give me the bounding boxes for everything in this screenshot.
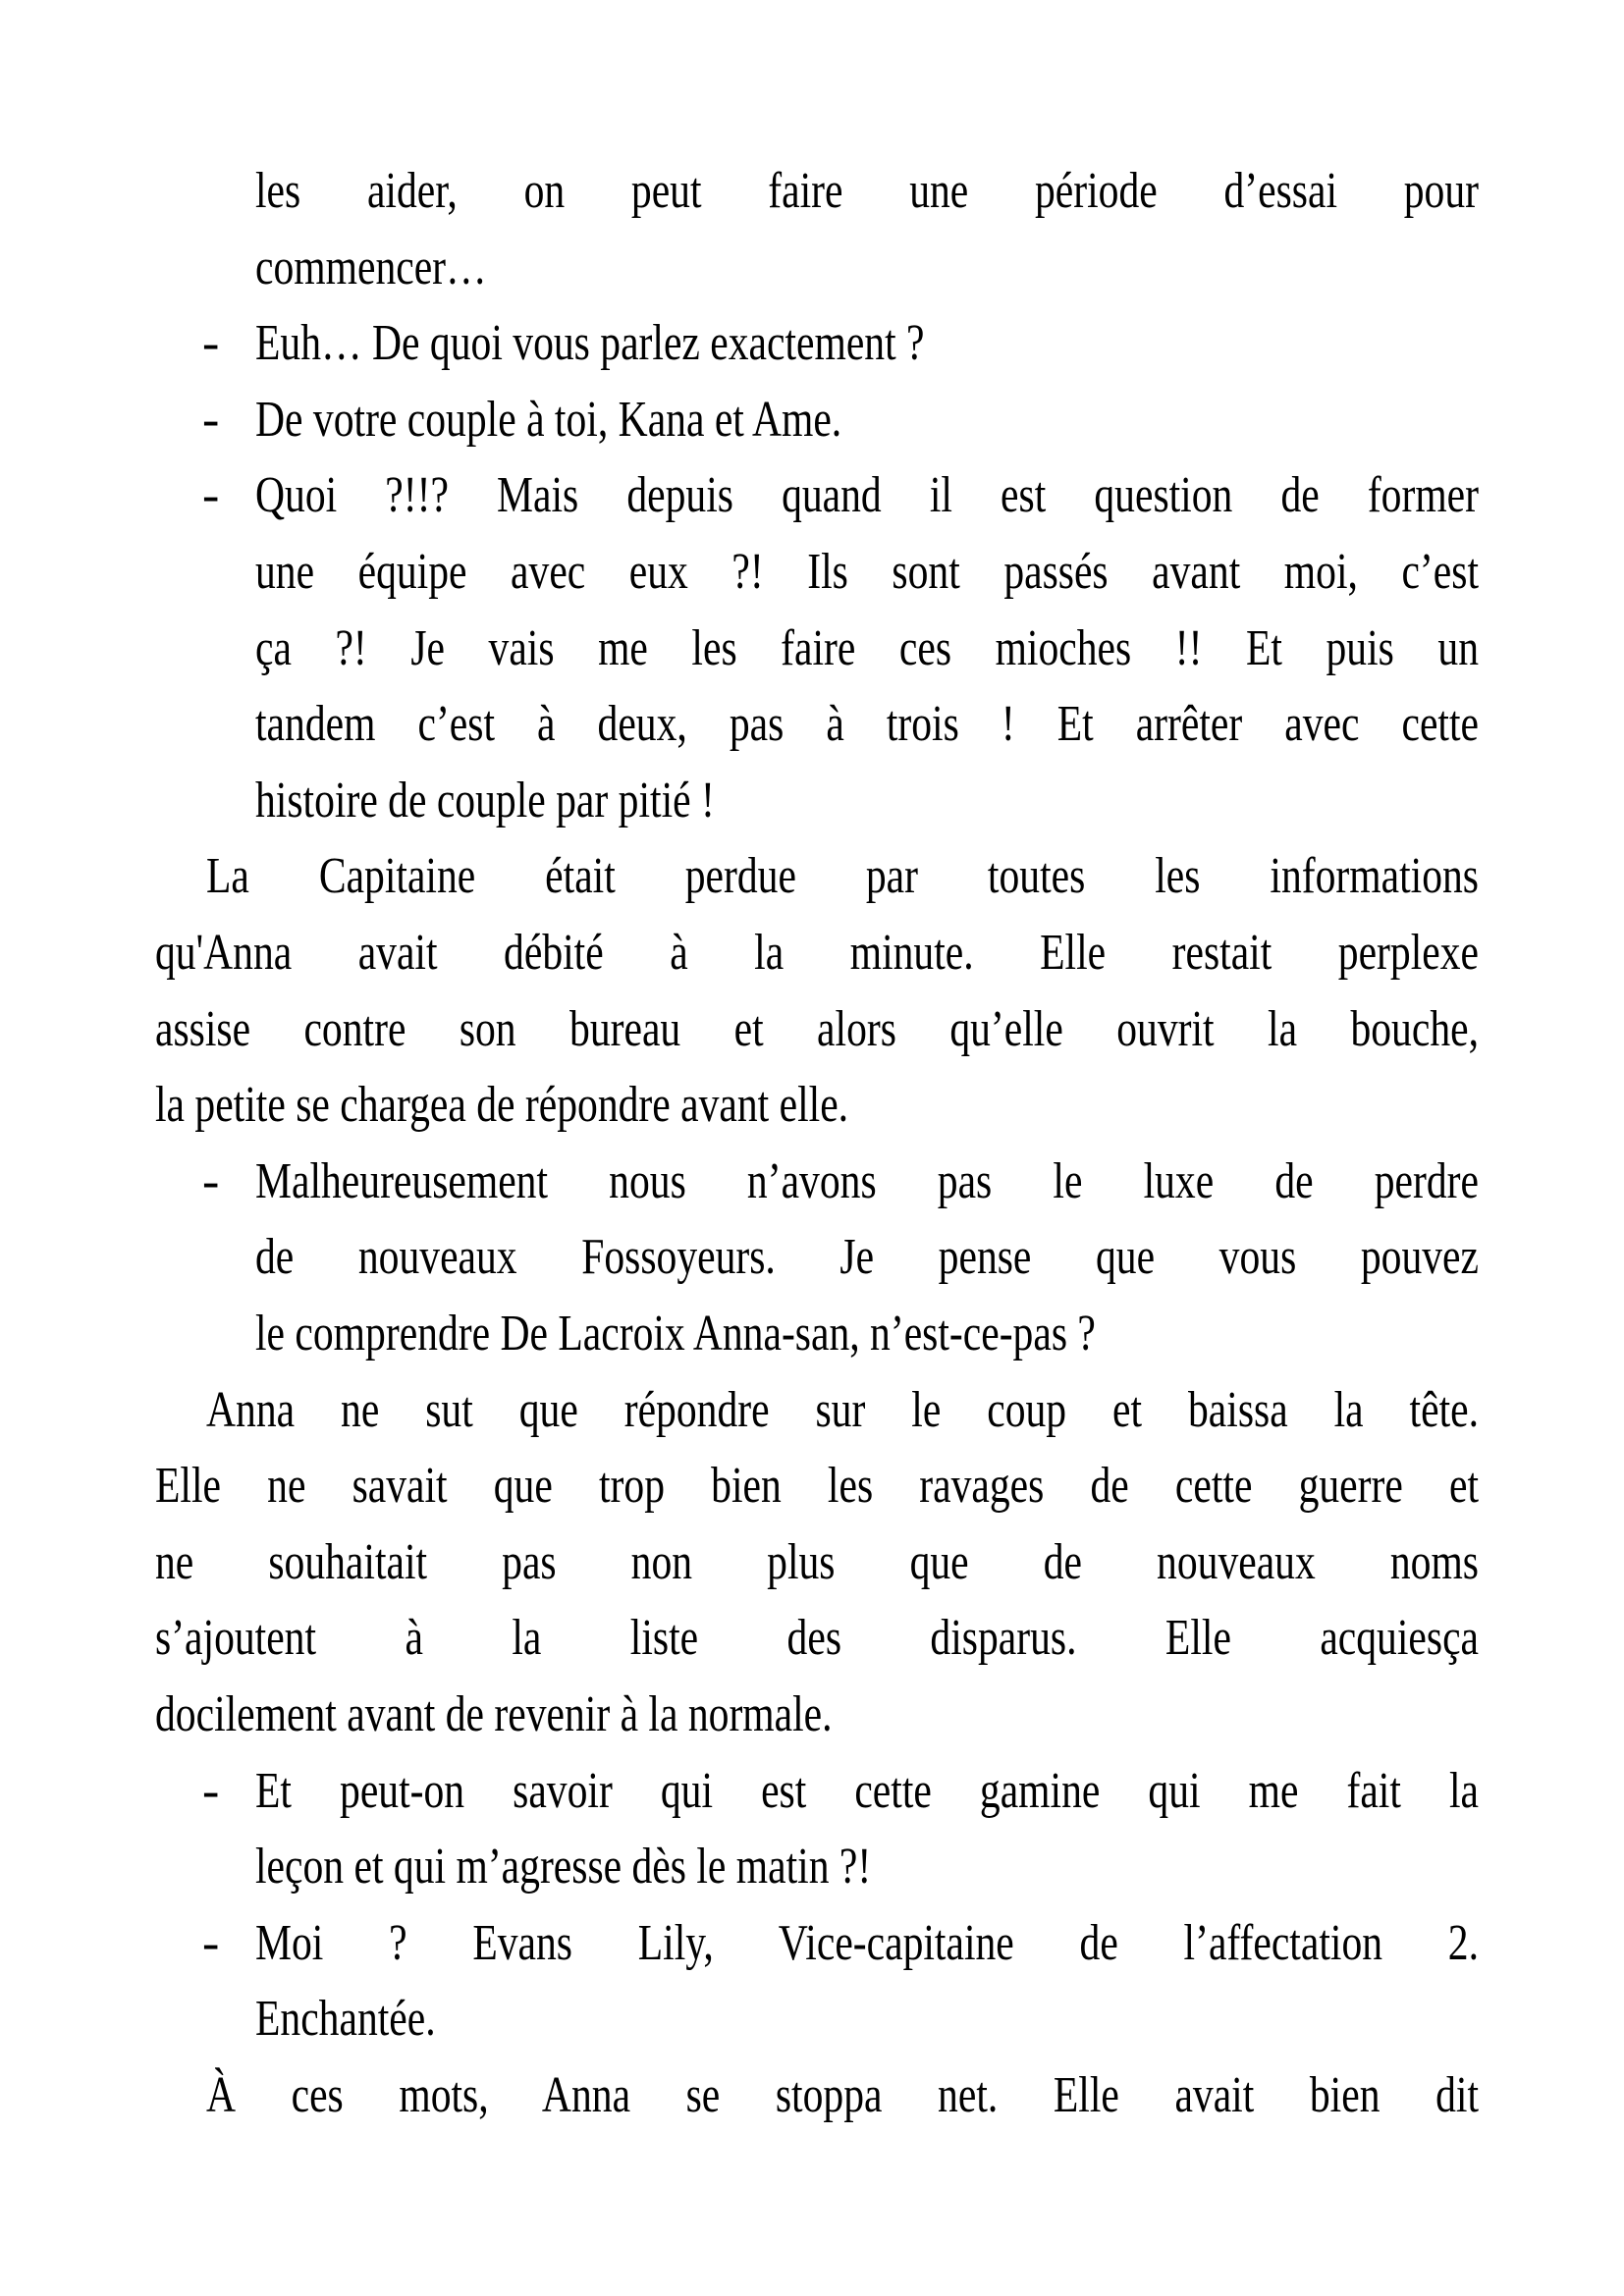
- dialogue-dash: -: [202, 1763, 220, 1819]
- text-line: [206, 1381, 1479, 1440]
- text-line-content: Elle ne savait que trop bien les ravages de cette guerre et: [155, 1458, 1479, 1514]
- text-line-content: ne souhaitait pas non plus que de nouveaux noms: [155, 1534, 1479, 1590]
- text-line-content: Enchantée.: [255, 1991, 436, 2047]
- text-line-content: tandem c’est à deux, pas à trois ! Et arrêter avec cette: [255, 696, 1479, 752]
- text-line: [206, 847, 1479, 906]
- text-line-content: commencer…: [255, 240, 487, 295]
- text-line: [255, 543, 1479, 602]
- text-line-content: assise contre son bureau et alors qu’elle ouvrit la bouche,: [155, 1001, 1479, 1057]
- text-line: [255, 314, 1479, 373]
- text-line-content: Et peut-on savoir qui est cette gamine qui me fait la: [255, 1763, 1479, 1819]
- dialogue-dash: -: [202, 1915, 220, 1971]
- text-line-content: Moi ? Evans Lily, Vice-capitaine de l’affectation 2.: [255, 1915, 1479, 1971]
- text-line-content: s’ajoutent à la liste des disparus. Elle acquiesça: [155, 1610, 1479, 1666]
- text-line-content: docilement avant de revenir à la normale.: [155, 1686, 833, 1742]
- text-line: [155, 1076, 1479, 1135]
- text-line: [255, 466, 1479, 525]
- text-line-content: les aider, on peut faire une période d’essai pour: [255, 163, 1479, 219]
- text-line: [155, 1000, 1479, 1059]
- text-line-content: histoire de couple par pitié !: [255, 773, 715, 828]
- dialogue-dash: -: [202, 1153, 220, 1209]
- text-line: [155, 1609, 1479, 1668]
- dialogue-dash: -: [202, 467, 220, 523]
- text-line-content: La Capitaine était perdue par toutes les informations: [206, 848, 1479, 904]
- text-line: [255, 1228, 1479, 1287]
- text-line: [255, 1152, 1479, 1211]
- text-line: [206, 2066, 1479, 2125]
- text-line: [255, 1990, 1479, 2049]
- text-line: [155, 1457, 1479, 1516]
- text-line-content: leçon et qui m’agresse dès le matin ?!: [255, 1839, 872, 1895]
- text-line-content: de nouveaux Fossoyeurs. Je pense que vous pouvez: [255, 1229, 1479, 1285]
- text-line: [255, 1762, 1479, 1821]
- text-line: [155, 924, 1479, 983]
- text-line-content: le comprendre De Lacroix Anna-san, n’est-ce-pas ?: [255, 1306, 1096, 1362]
- text-line-content: Euh… De quoi vous parlez exactement ?: [255, 315, 925, 371]
- text-line: [255, 619, 1479, 678]
- text-line: [255, 162, 1479, 221]
- text-line-content: ça ?! Je vais me les faire ces mioches !! Et puis un: [255, 620, 1479, 676]
- dialogue-dash: -: [202, 315, 220, 371]
- text-line-content: Malheureusement nous n’avons pas le luxe de perdre: [255, 1153, 1479, 1209]
- text-line-content: une équipe avec eux ?! Ils sont passés avant moi, c’est: [255, 544, 1479, 600]
- text-line: [255, 772, 1479, 830]
- text-line-content: À ces mots, Anna se stoppa net. Elle avait bien dit: [206, 2067, 1479, 2123]
- text-line: [255, 695, 1479, 754]
- text-line-content: Anna ne sut que répondre sur le coup et baissa la tête.: [206, 1382, 1479, 1438]
- text-line: [255, 239, 1479, 297]
- dialogue-dash: -: [202, 392, 220, 448]
- text-line-content: Quoi ?!!? Mais depuis quand il est question de former: [255, 467, 1479, 523]
- text-line: [255, 1305, 1479, 1363]
- text-line: [255, 391, 1479, 450]
- text-line-content: la petite se chargea de répondre avant elle.: [155, 1077, 849, 1133]
- text-line-content: De votre couple à toi, Kana et Ame.: [255, 392, 842, 448]
- text-line: [255, 1914, 1479, 1973]
- text-line: [155, 1533, 1479, 1592]
- text-line-content: qu'Anna avait débité à la minute. Elle restait perplexe: [155, 925, 1479, 981]
- text-line: [255, 1838, 1479, 1896]
- text-line: [155, 1685, 1479, 1744]
